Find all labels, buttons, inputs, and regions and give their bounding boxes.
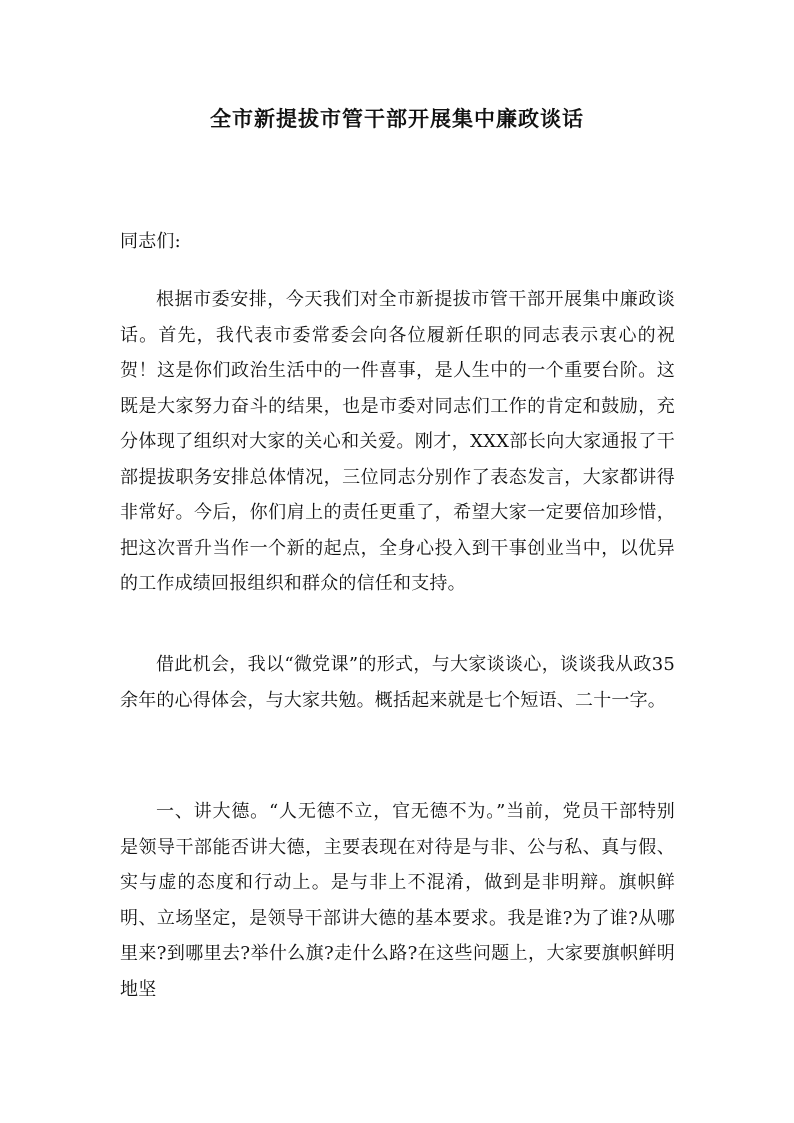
paragraph-3: 一、讲大德。“人无德不立，官无德不为。”当前，党员干部特别是领导干部能否讲大德，主要表现在对待是与非、公与私、真与假、实与虚的态度和行动上。是与非上不混淆，做到是非明辩。旗帜鲜明、立场坚定，是领导干部讲大德的基本要求。我是谁?为了谁?从哪里来?到哪里去?举什么旗?走什么路?在这些问题上，大家要旗帜鲜明地坚: [120, 801, 675, 1000]
paragraph-2: 借此机会，我以“微党课”的形式，与大家谈谈心，谈谈我从政35余年的心得体会，与大家共勉。概括起来就是七个短语、二十一字。: [120, 654, 675, 711]
paragraph-1: 根据市委安排，今天我们对全市新提拔市管干部开展集中廉政谈话。首先，我代表市委常委会向各位履新任职的同志表示衷心的祝贺！这是你们政治生活中的一件喜事，是人生中的一个重要台阶。这既是大家努力奋斗的结果，也是市委对同志们工作的肯定和鼓励，充分体现了组织对大家的关心和关爱。刚才，XXX部长向大家通报了干部提拔职务安排总体情况，三位同志分别作了表态发言，大家都讲得非常好。今后，你们肩上的责任更重了，希望大家一定要倍加珍惜，把这次晋升当作一个新的起点，全身心投入到干事创业当中，以优异的工作成绩回报组织和群众的信任和支持。: [120, 289, 675, 594]
salutation: 同志们:: [120, 231, 181, 252]
document-title: 全市新提拔市管干部开展集中廉政谈话: [210, 107, 584, 131]
